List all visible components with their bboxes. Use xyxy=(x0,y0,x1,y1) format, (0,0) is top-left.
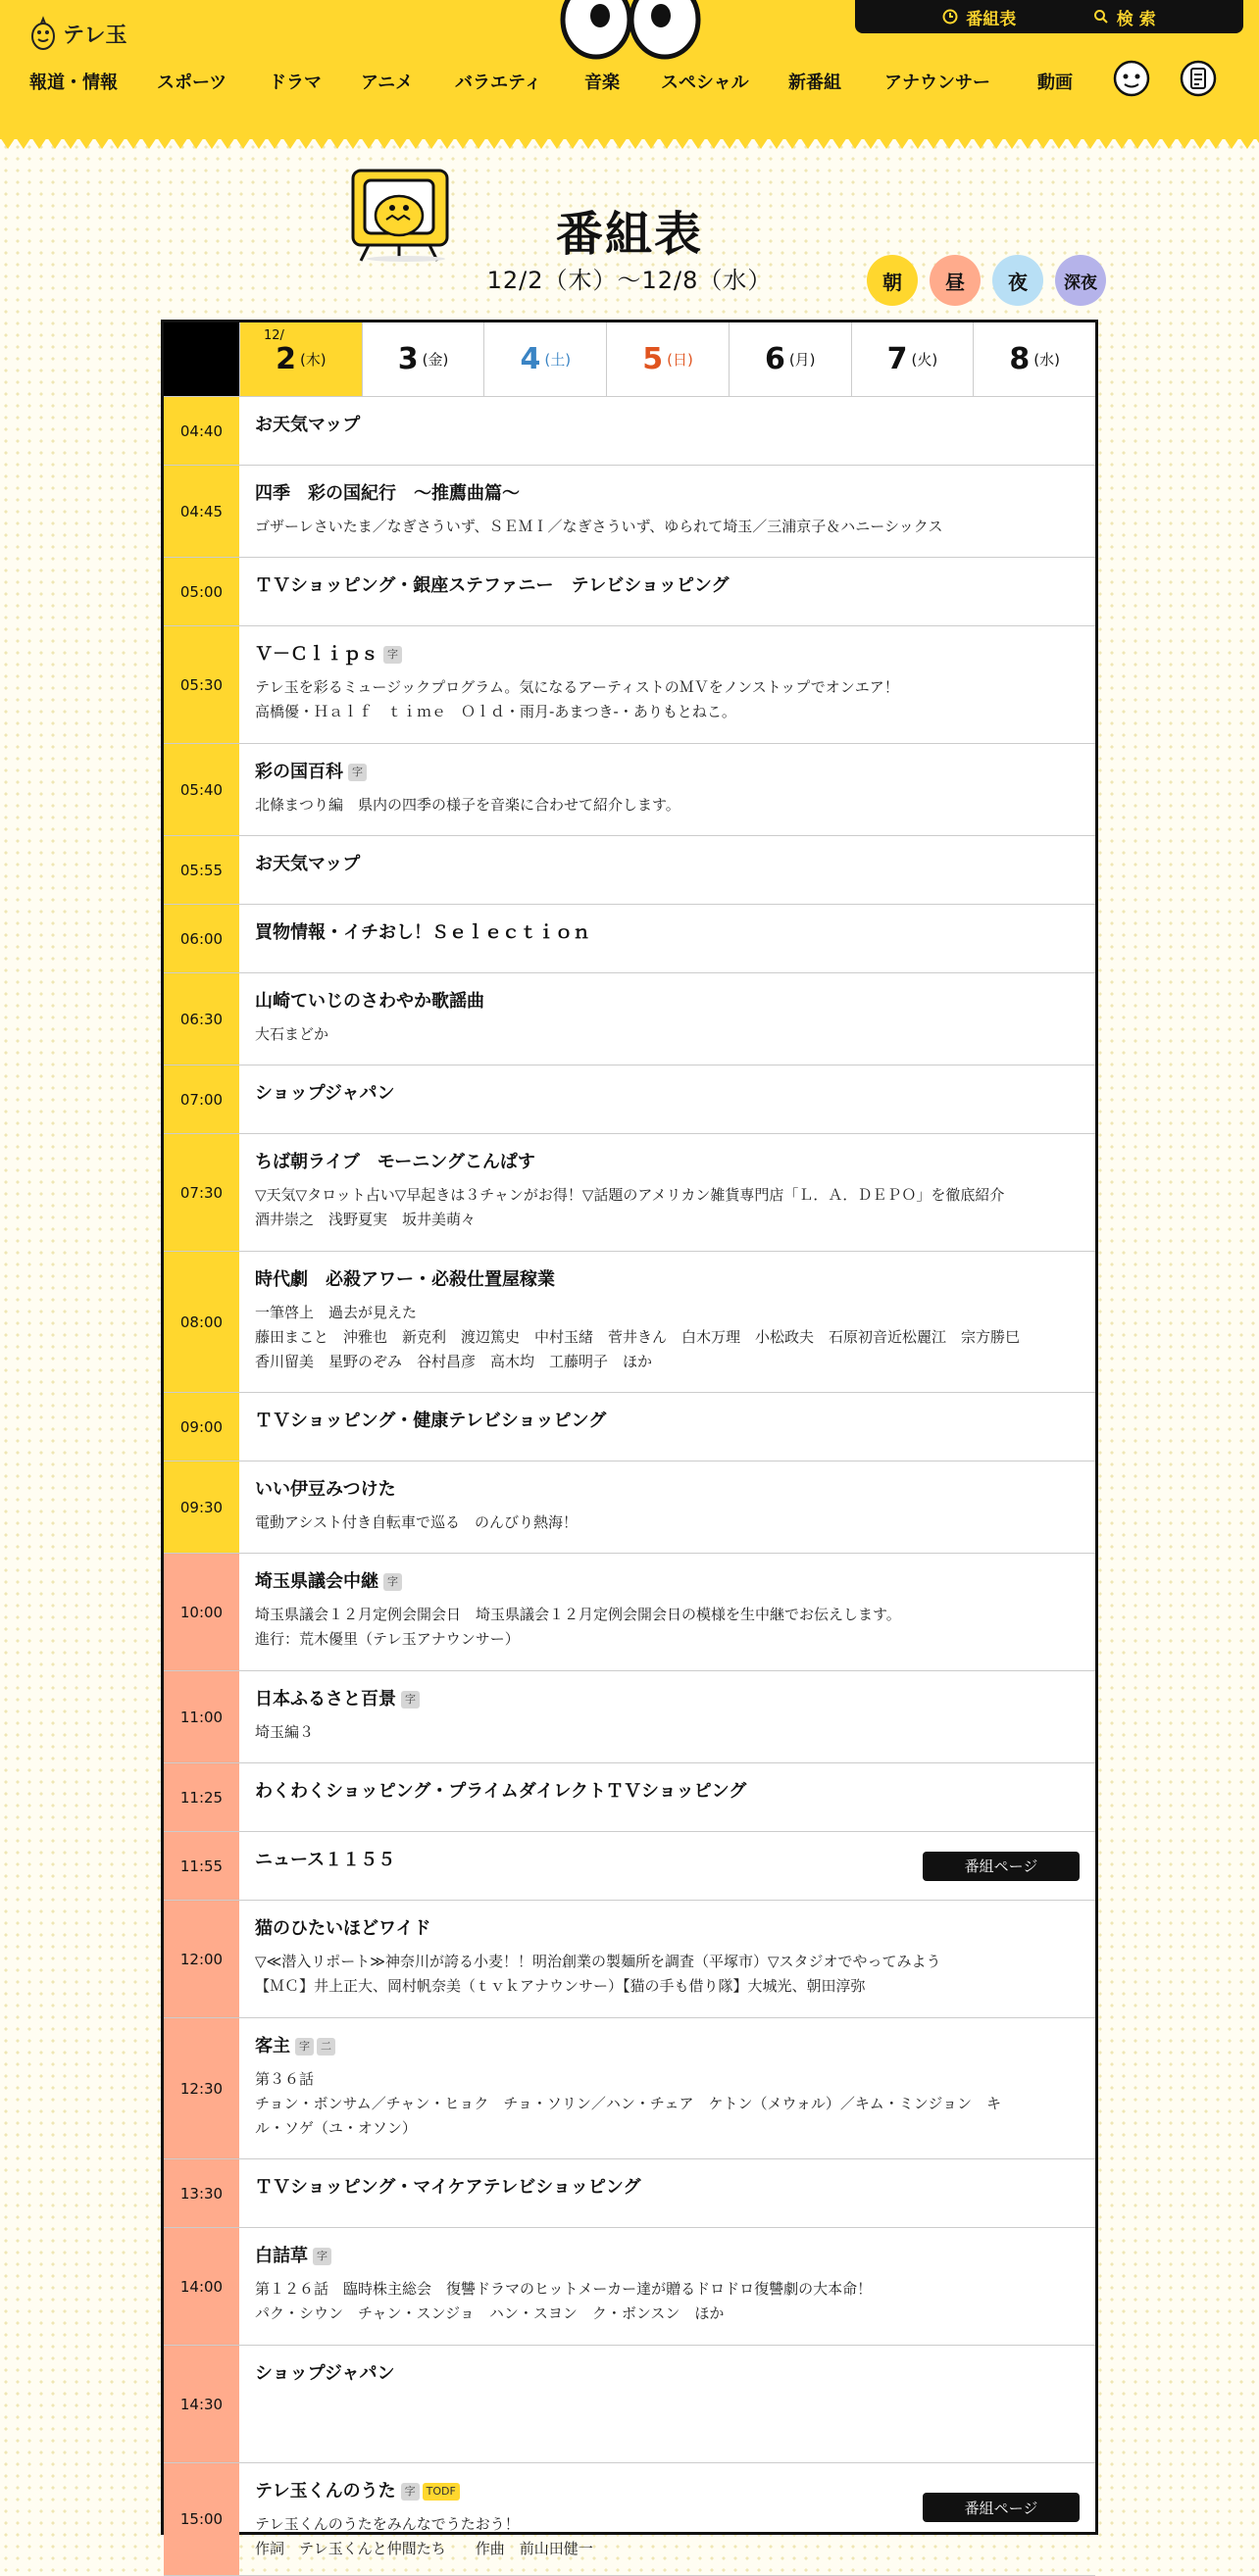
program-description-line: 香川留美 星野のぞみ 谷村昌彦 高木均 工藤明子 ほか xyxy=(255,1353,653,1370)
program-title[interactable]: 買物情報・イチおし！Ｓｅｌｅｃｔｉｏｎ xyxy=(255,922,590,943)
program-description xyxy=(255,1511,1080,1535)
date-weekday: (金) xyxy=(422,351,449,369)
nav-icon-group xyxy=(1112,55,1218,98)
program-title[interactable]: Ｖ－Ｃｌｉｐｓ xyxy=(255,644,378,665)
program-title[interactable]: テレ玉くんのうた xyxy=(255,2481,396,2502)
program-row[interactable] xyxy=(164,1134,1095,1252)
site-logo[interactable] xyxy=(29,16,127,51)
program-row[interactable] xyxy=(164,2228,1095,2346)
program-title-line xyxy=(255,642,1080,668)
program-description-line: ゴザーレさいたま／なぎさういず、ＳＥＭＩ／なぎさういず、ゆられて埼玉／三浦京子＆ハニーシックス xyxy=(255,518,943,535)
program-time: 11:00 xyxy=(164,1671,239,1762)
program-time: 07:30 xyxy=(164,1134,239,1251)
program-title-line xyxy=(255,481,1080,507)
site-header xyxy=(0,0,1259,139)
program-info xyxy=(239,1671,1095,1762)
date-tab-4[interactable] xyxy=(483,322,606,396)
program-info xyxy=(239,1554,1095,1670)
date-tab-6[interactable] xyxy=(729,322,851,396)
program-title[interactable]: ＴＶショッピング・銀座ステファニー テレビショッピング xyxy=(255,575,730,596)
page-title: 番組表 xyxy=(555,207,703,262)
program-time: 05:30 xyxy=(164,626,239,743)
date-weekday: (土) xyxy=(544,351,572,369)
program-list xyxy=(164,397,1095,2576)
program-row[interactable] xyxy=(164,1901,1095,2018)
program-info xyxy=(239,836,1095,904)
search-button-label: 検 索 xyxy=(1116,9,1156,29)
program-page-button[interactable]: 番組ページ xyxy=(923,2493,1080,2522)
nav-special[interactable]: スペシャル xyxy=(661,73,749,93)
program-info xyxy=(239,1763,1095,1831)
program-info xyxy=(239,2159,1095,2227)
program-badge: 字 xyxy=(313,2248,331,2265)
program-page-button[interactable]: 番組ページ xyxy=(923,1852,1080,1881)
date-tab-2[interactable] xyxy=(239,322,362,396)
main-nav xyxy=(29,69,1096,94)
program-info xyxy=(239,466,1095,557)
program-description-line: テレ玉くんのうたをみんなでうたおう！ xyxy=(255,2515,520,2533)
program-title[interactable]: 四季 彩の国紀行 ～推薦曲篇～ xyxy=(255,483,520,504)
program-row[interactable] xyxy=(164,2346,1095,2463)
program-title[interactable]: お天気マップ xyxy=(255,415,361,435)
header-zigzag-border xyxy=(0,137,1259,151)
program-title[interactable]: 猫のひたいほどワイド xyxy=(255,1918,431,1939)
date-tab-5[interactable] xyxy=(606,322,729,396)
program-badge: 字 xyxy=(401,1691,420,1709)
program-description xyxy=(255,1603,1080,1652)
program-row[interactable] xyxy=(164,466,1095,558)
program-description-line: 進行：荒木優里（テレ玉アナウンサー） xyxy=(255,1630,520,1648)
program-time: 06:00 xyxy=(164,905,239,972)
program-info xyxy=(239,2346,1095,2462)
program-info xyxy=(239,2228,1095,2345)
program-title-line xyxy=(255,2244,1080,2269)
program-title-line xyxy=(255,920,1080,946)
program-row[interactable] xyxy=(164,1393,1095,1461)
nav-sports[interactable]: スポーツ xyxy=(157,73,227,93)
program-row[interactable] xyxy=(164,2159,1095,2228)
program-description xyxy=(255,515,1080,539)
program-row[interactable] xyxy=(164,836,1095,905)
program-time: 04:45 xyxy=(164,466,239,557)
program-info xyxy=(239,558,1095,625)
program-badge: 字 xyxy=(401,2483,420,2501)
program-description-line: 埼玉県議会１２月定例会開会日 埼玉県議会１２月定例会開会日の模様を生中継でお伝えします。 xyxy=(255,1606,901,1623)
program-description-line: 一筆啓上 過去が見えた xyxy=(255,1304,418,1321)
program-title[interactable]: 白詰草 xyxy=(255,2246,308,2266)
program-description xyxy=(255,1183,1080,1232)
nav-anime[interactable]: アニメ xyxy=(361,73,414,93)
program-description xyxy=(255,2067,1080,2141)
program-row[interactable] xyxy=(164,1065,1095,1134)
program-title-line xyxy=(255,2034,1080,2059)
program-time: 05:55 xyxy=(164,836,239,904)
program-info xyxy=(239,1832,1095,1900)
date-weekday: (水) xyxy=(1033,351,1060,369)
program-info xyxy=(239,973,1095,1065)
program-time: 04:40 xyxy=(164,397,239,465)
program-title-line xyxy=(255,2361,1080,2387)
nav-music[interactable]: 音楽 xyxy=(584,73,620,93)
program-time: 11:25 xyxy=(164,1763,239,1831)
program-row[interactable] xyxy=(164,1252,1095,1393)
program-description-line: 大石まどか xyxy=(255,1025,329,1043)
tod-night-button[interactable]: 夜 xyxy=(992,255,1043,306)
program-info xyxy=(239,1065,1095,1133)
program-row[interactable] xyxy=(164,558,1095,626)
logo-text: テレ玉 xyxy=(63,23,127,48)
program-description xyxy=(255,793,1080,817)
tod-late-night-button[interactable]: 深夜 xyxy=(1055,255,1106,306)
nav-announcers[interactable]: アナウンサー xyxy=(884,73,990,93)
program-info xyxy=(239,397,1095,465)
program-title-line xyxy=(255,1267,1080,1293)
program-time: 07:00 xyxy=(164,1065,239,1133)
program-badge: 字 xyxy=(383,646,402,664)
date-range: 12/2（木）〜12/8（水） xyxy=(486,267,773,294)
teletama-mascot-icon xyxy=(29,16,57,51)
program-title-line xyxy=(255,573,1080,599)
program-title[interactable]: ちば朝ライブ モーニングこんぱす xyxy=(255,1152,535,1172)
tod-morning-button[interactable]: 朝 xyxy=(867,255,918,306)
date-tab-7[interactable] xyxy=(851,322,974,396)
program-description-line: 第３６話 xyxy=(255,2070,315,2088)
program-row[interactable] xyxy=(164,1554,1095,1671)
program-title-line xyxy=(255,989,1080,1015)
date-day: 8 xyxy=(1009,342,1031,376)
date-day: 7 xyxy=(886,342,908,376)
search-button[interactable] xyxy=(1093,5,1156,29)
schedule-button-label: 番組表 xyxy=(966,9,1017,29)
program-row[interactable] xyxy=(164,973,1095,1065)
date-month: 12/ xyxy=(264,328,284,343)
program-time: 05:40 xyxy=(164,744,239,835)
mascot-eyes-icon xyxy=(557,0,704,59)
date-tab-3[interactable] xyxy=(362,322,484,396)
program-time: 13:30 xyxy=(164,2159,239,2227)
program-time: 12:00 xyxy=(164,1901,239,2017)
program-description-line: パク・シウン チャン・スンジョ ハン・スヨン ク・ボンスン ほか xyxy=(255,2304,725,2322)
program-info xyxy=(239,2463,1095,2575)
date-weekday: (火) xyxy=(911,351,938,369)
program-title[interactable]: ショップジャパン xyxy=(255,1083,395,1104)
program-row[interactable] xyxy=(164,1461,1095,1554)
top-button-bar xyxy=(855,0,1243,33)
program-row[interactable] xyxy=(164,1832,1095,1901)
program-description xyxy=(255,1022,1080,1047)
program-title-line xyxy=(255,1687,1080,1712)
program-time: 10:00 xyxy=(164,1554,239,1670)
schedule-button[interactable] xyxy=(942,5,1016,29)
program-time: 09:30 xyxy=(164,1461,239,1553)
program-description-line: 電動アシスト付き自転車で巡る のんびり熱海！ xyxy=(255,1513,578,1531)
program-description-line: 【ＭＣ】井上正大、岡村帆奈美（ｔｖｋアナウンサー）【猫の手も借り隊】大城光、朝田淳弥 xyxy=(255,1977,866,1995)
program-title[interactable]: ＴＶショッピング・健康テレビショッピング xyxy=(255,1411,607,1431)
program-time: 09:00 xyxy=(164,1393,239,1461)
program-title-line xyxy=(255,1081,1080,1107)
program-info xyxy=(239,905,1095,972)
program-title[interactable]: 埼玉県議会中継 xyxy=(255,1571,378,1592)
program-title[interactable]: 山崎ていじのさわやか歌謡曲 xyxy=(255,991,484,1012)
date-tab-8[interactable] xyxy=(973,322,1095,396)
program-badge: TODF xyxy=(423,2483,460,2501)
program-badge: 二 xyxy=(317,2038,335,2056)
program-title[interactable]: ショップジャパン xyxy=(255,2363,395,2384)
date-weekday: (日) xyxy=(667,351,693,369)
nav-news[interactable]: 報道・情報 xyxy=(29,73,118,93)
program-info xyxy=(239,1901,1095,2017)
program-description xyxy=(255,1950,1080,1999)
program-row[interactable] xyxy=(164,2463,1095,2576)
program-badge: 字 xyxy=(295,2038,314,2056)
program-description xyxy=(255,1301,1080,1374)
program-title-line xyxy=(255,1779,1080,1805)
program-table xyxy=(161,320,1098,2557)
program-badge: 字 xyxy=(348,764,367,781)
program-title[interactable]: 日本ふるさと百景 xyxy=(255,1689,396,1709)
program-row[interactable] xyxy=(164,626,1095,744)
date-day: 4 xyxy=(520,342,541,376)
program-time: 12:30 xyxy=(164,2018,239,2158)
program-description-line: ▽天気▽タロット占い▽早起きは３チャンがお得！▽話題のアメリカン雑貨専門店「Ｌ．Ａ．ＤＥＰＯ」を徹底紹介 xyxy=(255,1186,1005,1204)
program-title-line xyxy=(255,2175,1080,2201)
program-description-line: 高橋優・Ｈａｌｆ ｔｉｍｅ Ｏｌｄ・雨月-あまつき-・ありもとねこ。 xyxy=(255,703,736,720)
program-info xyxy=(239,626,1095,743)
program-row[interactable] xyxy=(164,397,1095,466)
program-title[interactable]: いい伊豆みつけた xyxy=(255,1479,396,1500)
search-icon xyxy=(1093,9,1109,25)
program-time: 08:00 xyxy=(164,1252,239,1392)
program-row[interactable] xyxy=(164,744,1095,836)
program-description xyxy=(255,2277,1080,2326)
program-time: 06:30 xyxy=(164,973,239,1065)
date-tabs xyxy=(164,322,1095,397)
date-day: 2 xyxy=(276,342,296,376)
program-info xyxy=(239,1252,1095,1392)
program-title[interactable]: ニュース１１５５ xyxy=(255,1850,396,1870)
date-day: 3 xyxy=(397,342,419,376)
program-description-line: 藤田まこと 沖雅也 新克利 渡辺篤史 中村玉緒 菅井きん 白木万理 小松政夫 石原初音近松麗江 宗方勝巳 xyxy=(255,1328,1021,1346)
program-row[interactable] xyxy=(164,1671,1095,1763)
program-badge: 字 xyxy=(383,1573,402,1591)
program-title[interactable]: 時代劇 必殺アワー・必殺仕置屋稼業 xyxy=(255,1269,555,1290)
program-description-line: 埼玉編３ xyxy=(255,1723,315,1741)
program-description xyxy=(255,675,1080,724)
program-time: 14:30 xyxy=(164,2346,239,2462)
program-title[interactable]: わくわくショッピング・プライムダイレクトＴＶショッピング xyxy=(255,1781,747,1802)
program-title-line xyxy=(255,760,1080,785)
program-title-line xyxy=(255,1916,1080,1942)
program-title[interactable]: ＴＶショッピング・マイケアテレビショッピング xyxy=(255,2177,641,2198)
program-title-line xyxy=(255,413,1080,438)
date-day: 6 xyxy=(764,342,785,376)
program-time: 11:55 xyxy=(164,1832,239,1900)
program-description-line: 作詞 テレ玉くんと仲間たち 作曲 前山田健一 xyxy=(255,2540,593,2557)
program-description-line: ル・ソゲ（ユ・オソン） xyxy=(255,2119,417,2137)
date-tabs-corner xyxy=(164,322,239,396)
program-title-line xyxy=(255,1477,1080,1503)
program-info xyxy=(239,1461,1095,1553)
program-info xyxy=(239,1134,1095,1251)
program-row[interactable] xyxy=(164,905,1095,973)
program-info xyxy=(239,2018,1095,2158)
program-time: 15:00 xyxy=(164,2463,239,2575)
tamakun-character-icon[interactable] xyxy=(1112,55,1151,98)
program-time: 05:00 xyxy=(164,558,239,625)
program-info xyxy=(239,1393,1095,1461)
date-weekday: (木) xyxy=(299,351,327,369)
program-title-line xyxy=(255,1409,1080,1434)
program-row[interactable] xyxy=(164,2018,1095,2159)
program-description-line: 酒井崇之 浅野夏実 坂井美萌々 xyxy=(255,1211,477,1228)
date-weekday: (月) xyxy=(788,351,816,369)
nav-videos[interactable]: 動画 xyxy=(1037,73,1073,93)
program-description-line: チョン・ボンサム／チャン・ヒョク チョ・ソリン／ハン・チェア ケトン（メウォル）／キム・ミンジョン キ xyxy=(255,2095,1002,2112)
program-title[interactable]: 彩の国百科 xyxy=(255,762,343,782)
program-description-line: テレ玉を彩るミュージックプログラム。気になるアーティストのＭＶをノンストップでオンエア！ xyxy=(255,678,899,696)
date-day: 5 xyxy=(642,342,664,376)
program-title[interactable]: お天気マップ xyxy=(255,854,361,874)
nav-variety[interactable]: バラエティ xyxy=(455,73,542,93)
program-description-line: ▽≪潜入リポート≫神奈川が誇る小麦！！明治創業の製麺所を調査（平塚市）▽スタジオでやってみよう xyxy=(255,1953,941,1970)
program-row[interactable] xyxy=(164,1763,1095,1832)
nav-drama[interactable]: ドラマ xyxy=(269,73,322,93)
tod-noon-button[interactable]: 昼 xyxy=(930,255,981,306)
time-of-day-nav xyxy=(867,255,1106,306)
program-title-line xyxy=(255,852,1080,877)
program-description-line: 北條まつり編 県内の四季の様子を音楽に合わせて紹介します。 xyxy=(255,796,680,814)
program-title-line xyxy=(255,1150,1080,1175)
clock-icon xyxy=(942,9,958,25)
program-time: 14:00 xyxy=(164,2228,239,2345)
program-description xyxy=(255,1720,1080,1745)
program-title-line xyxy=(255,1569,1080,1595)
program-description-line: 第１２６話 臨時株主総会 復讐ドラマのヒットメーカー達が贈るドロドロ復讐劇の大本命！ xyxy=(255,2280,873,2298)
program-info xyxy=(239,744,1095,835)
data-broadcast-icon[interactable] xyxy=(1179,55,1218,98)
nav-new-programs[interactable]: 新番組 xyxy=(788,73,841,93)
program-title[interactable]: 客主 xyxy=(255,2036,290,2056)
